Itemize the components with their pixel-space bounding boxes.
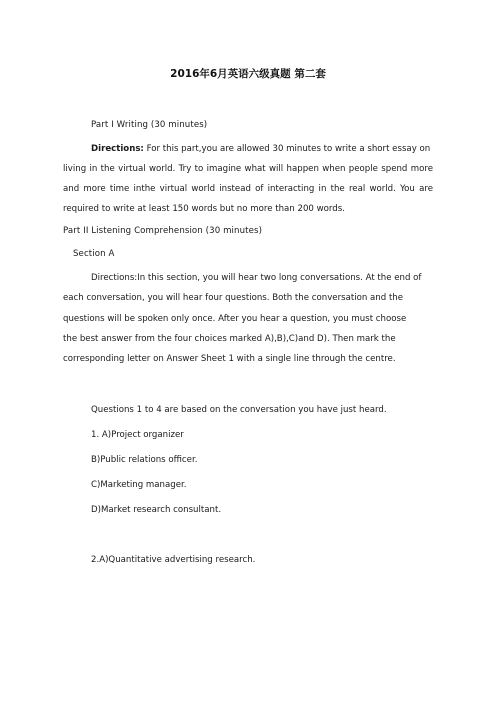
- part1-directions-line-1: [91, 143, 430, 155]
- q1-option-c: C)Marketing manager.: [91, 480, 187, 490]
- q1-option-b: B)Public relations officer.: [91, 455, 198, 465]
- part2-directions-line-2: each conversation, you will hear four questions. Both the conversation and the: [63, 293, 404, 303]
- part2-directions-line-4: the best answer from the four choices marked A),B),C)and D). Then mark the: [63, 334, 396, 344]
- part1-directions-line-3: and more time inthe virtual world instead of interacting in the real world. You are: [63, 184, 433, 194]
- part1-heading: Part I Writing (30 minutes): [91, 120, 208, 130]
- section-a-heading: Section A: [73, 249, 115, 259]
- directions-label: Directions:: [91, 144, 144, 154]
- part2-heading: Part II Listening Comprehension (30 minutes): [63, 226, 263, 236]
- part2-directions-line-3: questions will be spoken only once. After you hear a question, you must choose: [63, 314, 407, 324]
- directions-text-1: For this part,you are allowed 30 minutes to write a short essay on: [146, 144, 431, 154]
- q1-option-a: 1. A)Project organizer: [91, 430, 184, 440]
- document-title: 2016年6月英语六级真题 第二套: [170, 68, 326, 80]
- part1-directions-line-4: required to write at least 150 words but no more than 200 words.: [63, 204, 345, 214]
- q2-option-a: 2.A)Quantitative advertising research.: [91, 555, 256, 565]
- q1-option-d: D)Market research consultant.: [91, 505, 222, 515]
- part2-directions-line-1: Directions:In this section, you will hear two long conversations. At the end of: [91, 273, 422, 283]
- part1-directions-line-2: living in the virtual world. Try to imagine what will happen when people spend more: [63, 164, 433, 174]
- questions-intro: Questions 1 to 4 are based on the conversation you have just heard.: [91, 405, 387, 415]
- part2-directions-line-5: corresponding letter on Answer Sheet 1 with a single line through the centre.: [63, 354, 396, 364]
